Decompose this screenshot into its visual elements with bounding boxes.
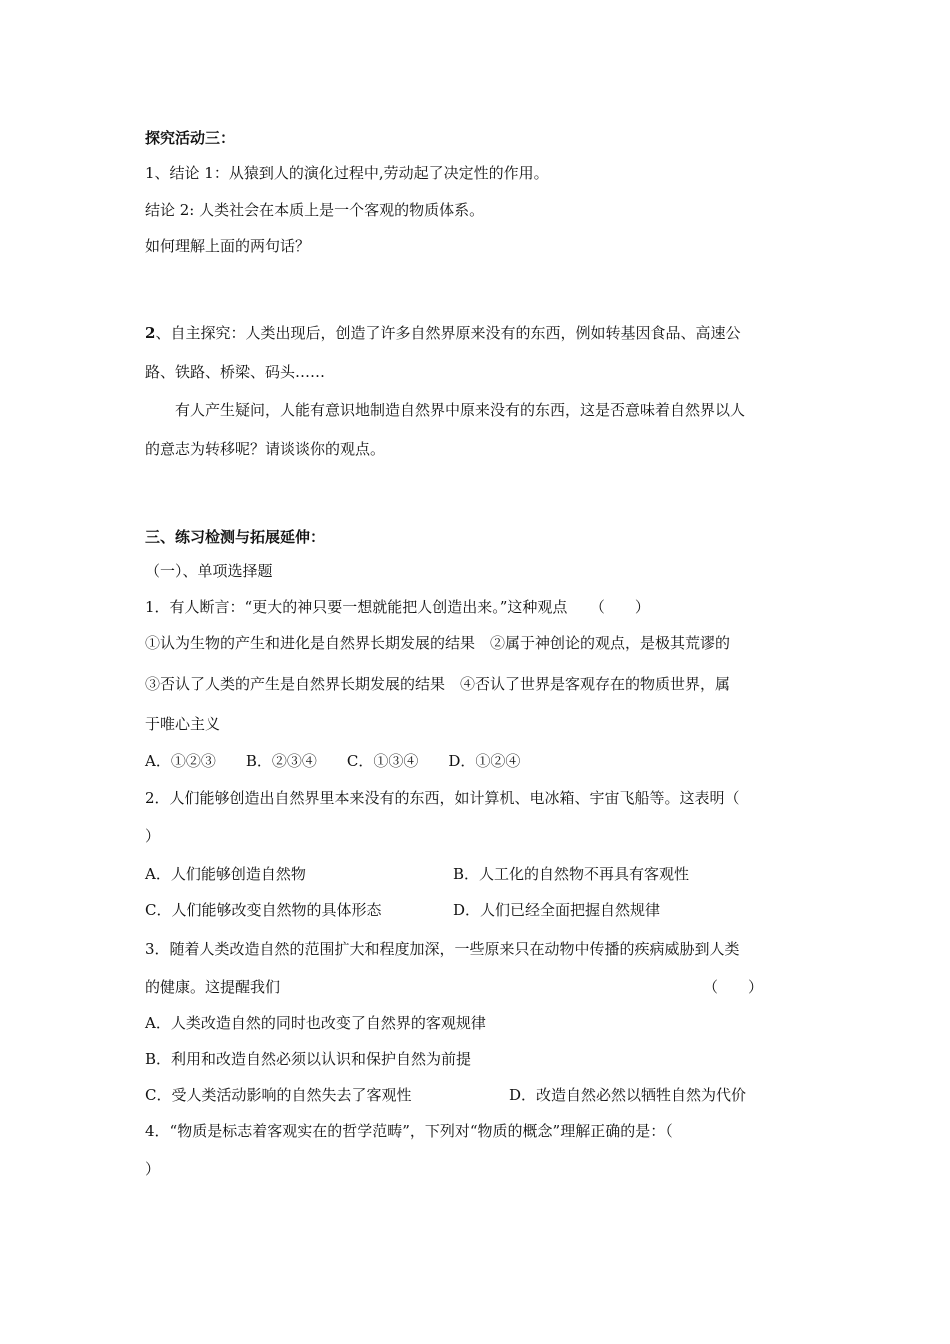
q1-stem: 1．有人断言：“更大的神只要一想就能把人创造出来。”这种观点 （ ） <box>145 598 650 616</box>
q3-option-a: A．人类改造自然的同时也改变了自然界的客观规律 <box>145 1014 486 1032</box>
q4-stem: 4．“物质是标志着客观实在的哲学范畴”，下列对“物质的概念”理解正确的是：（ <box>145 1122 673 1140</box>
q2-close: ） <box>145 827 161 845</box>
q1-statements-3: 于唯心主义 <box>145 715 221 733</box>
doubt-line1: 有人产生疑问，人能有意识地制造自然界中原来没有的东西，这是否意味着自然界以人 <box>175 401 746 419</box>
q1-statements-2: ③否认了人类的产生是自然界长期发展的结果 ④否认了世界是客观存在的物质世界，属 <box>145 675 731 693</box>
doubt-line2: 的意志为转移呢？请谈谈你的观点。 <box>145 440 386 458</box>
q1-options: A．①②③ B．②③④ C．①③④ D．①②④ <box>145 752 521 770</box>
q2-stem: 2．人们能够创造出自然界里本来没有的东西，如计算机、电冰箱、宇宙飞船等。这表明（ <box>145 789 740 807</box>
self-inquiry <box>145 323 740 343</box>
practice-heading: 三、练习检测与拓展延伸： <box>145 528 326 546</box>
section3-heading: 探究活动三： <box>145 129 236 147</box>
q3-stem-line2: 的健康。这提醒我们 <box>145 978 281 996</box>
q3-stem: 3．随着人类改造自然的范围扩大和程度加深，一些原来只在动物中传播的疾病威胁到人类 <box>145 940 740 958</box>
q3-answer-paren: （ ） <box>703 978 764 996</box>
q3-option-d: D．改造自然必然以牺牲自然为代价 <box>509 1086 747 1104</box>
self-inquiry-line2: 路、铁路、桥梁、码头…… <box>145 363 326 381</box>
item-number: 2 <box>145 324 156 342</box>
self-inquiry-text: 、自主探究：人类出现后，创造了许多自然界原来没有的东西，例如转基因食品、高速公 <box>155 324 741 342</box>
q2-option-b: B．人工化的自然物不再具有客观性 <box>453 865 690 883</box>
q4-close: ） <box>145 1160 161 1178</box>
q2-option-a: A．人们能够创造自然物 <box>145 865 306 883</box>
q1-statements-1: ①认为生物的产生和进化是自然界长期发展的结果 ②属于神创论的观点，是极其荒谬的 <box>145 634 731 652</box>
question-understand: 如何理解上面的两句话？ <box>145 237 311 255</box>
single-choice-heading: （一）、单项选择题 <box>145 562 273 580</box>
q3-option-c: C．受人类活动影响的自然失去了客观性 <box>145 1086 412 1104</box>
conclusion-2: 结论 2: 人类社会在本质上是一个客观的物质体系。 <box>145 201 485 219</box>
q2-option-c: C．人们能够改变自然物的具体形态 <box>145 901 382 919</box>
q3-option-b: B．利用和改造自然必须以认识和保护自然为前提 <box>145 1050 472 1068</box>
conclusion-1: 1、结论 1：从猿到人的演化过程中,劳动起了决定性的作用。 <box>145 164 549 182</box>
q2-option-d: D．人们已经全面把握自然规律 <box>453 901 661 919</box>
